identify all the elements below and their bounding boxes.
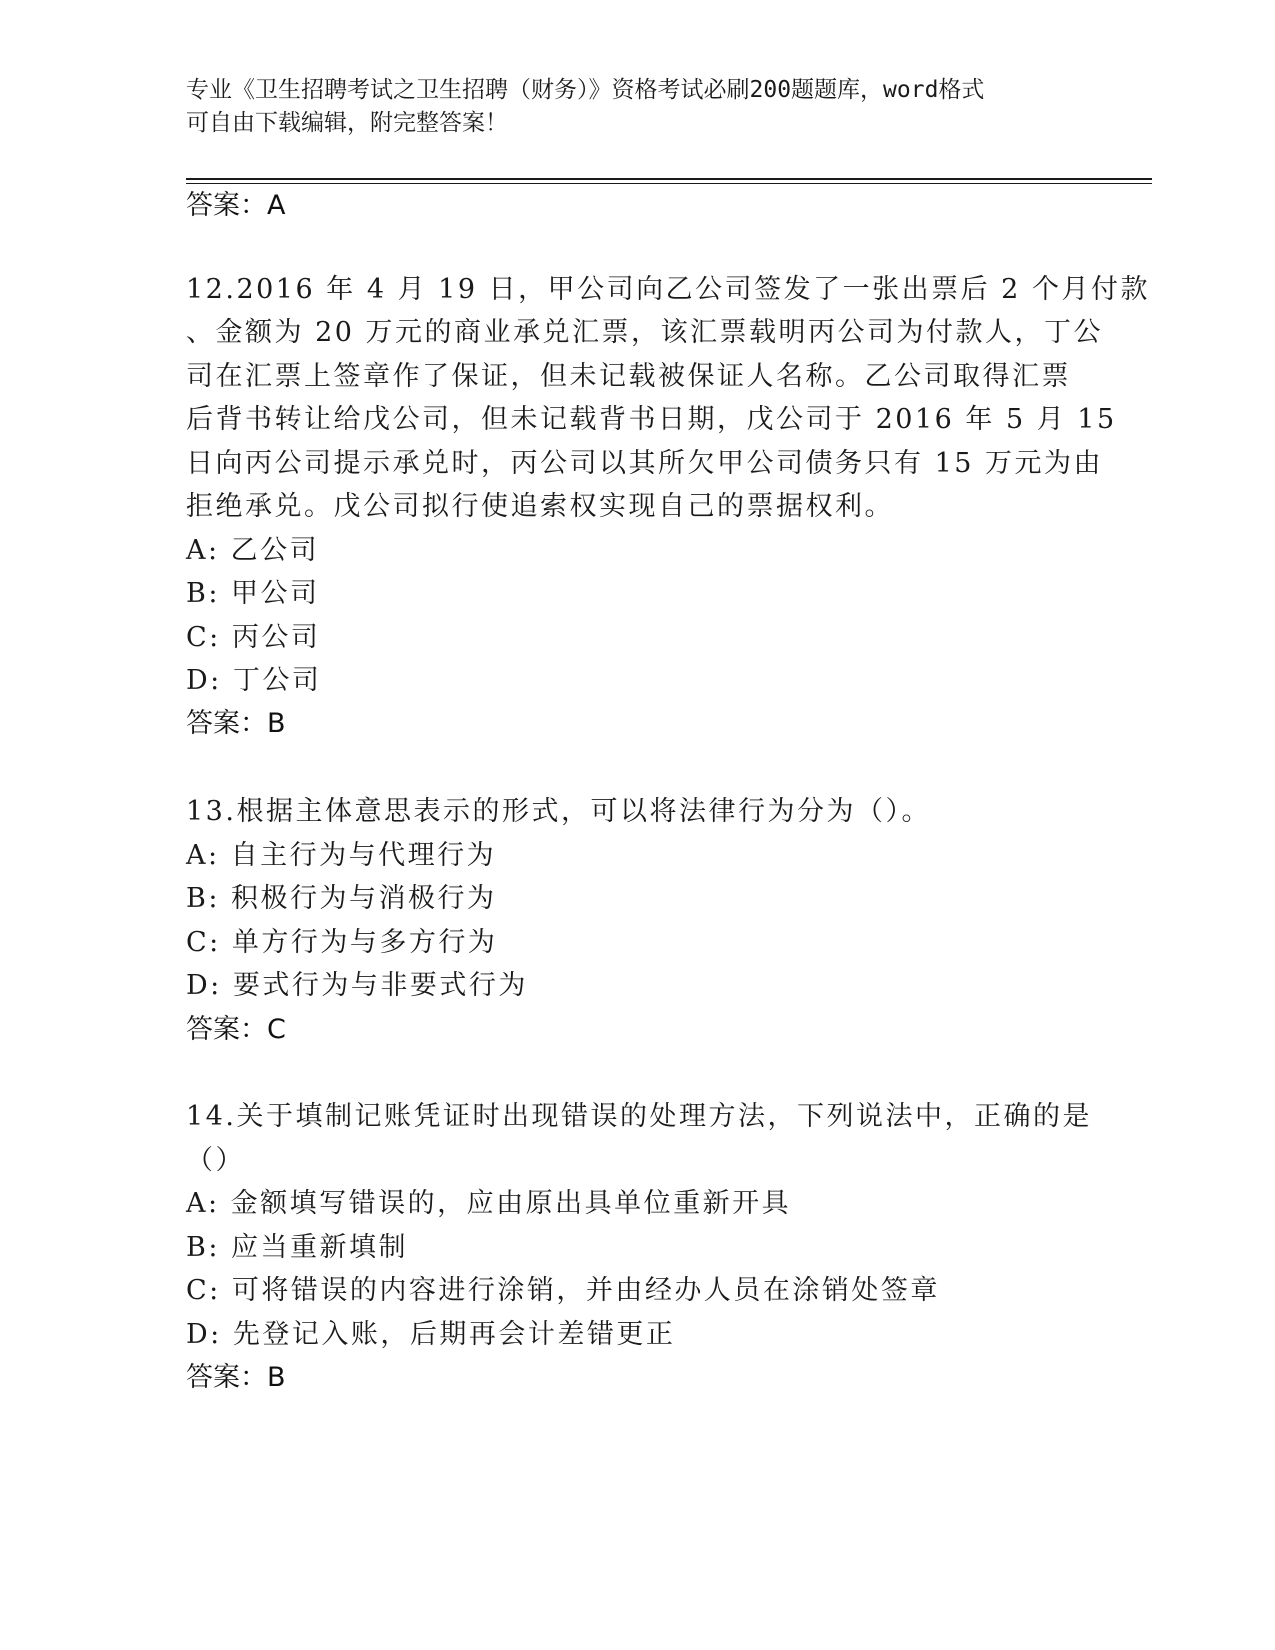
question-14-option-b: B: 应当重新填制 bbox=[186, 1232, 409, 1263]
question-14-text-line: （） bbox=[186, 1145, 245, 1176]
page-header bbox=[186, 74, 1086, 140]
question-14-text-line: 14.关于填制记账凭证时出现错误的处理方法，下列说法中，正确的是 bbox=[186, 1101, 1092, 1132]
question-14-option-c: C: 可将错误的内容进行涂销，并由经办人员在涂销处签章 bbox=[186, 1275, 940, 1306]
question-13-option-a: A: 自主行为与代理行为 bbox=[186, 840, 497, 871]
header-line-1: 专业《卫生招聘考试之卫生招聘（财务）》资格考试必刷200题题库，word格式 bbox=[186, 77, 985, 103]
question-14-option-a: A: 金额填写错误的，应由原出具单位重新开具 bbox=[186, 1188, 792, 1219]
question-12-text-line: 日向丙公司提示承兑时，丙公司以其所欠甲公司债务只有 15 万元为由 bbox=[186, 448, 1104, 479]
question-12-option-c: C: 丙公司 bbox=[186, 622, 321, 653]
question-12-text-line: 后背书转让给戊公司，但未记载背书日期，戊公司于 2016 年 5 月 15 bbox=[186, 404, 1117, 435]
question-13-option-d: D: 要式行为与非要式行为 bbox=[186, 970, 528, 1001]
question-12-text-line: 拒绝承兑。戊公司拟行使追索权实现自己的票据权利。 bbox=[186, 491, 894, 522]
question-14-answer: 答案：B bbox=[186, 1362, 286, 1393]
question-14-option-d: D: 先登记入账，后期再会计差错更正 bbox=[186, 1319, 676, 1350]
header-divider-thin bbox=[186, 183, 1152, 184]
question-12-option-d: D: 丁公司 bbox=[186, 665, 322, 696]
question-12-text-line: 12.2016 年 4 月 19 日，甲公司向乙公司签发了一张出票后 2 个月付款 bbox=[186, 274, 1150, 305]
question-13-option-c: C: 单方行为与多方行为 bbox=[186, 927, 498, 958]
question-12-answer: 答案：B bbox=[186, 708, 286, 739]
header-line-2: 可自由下载编辑，附完整答案！ bbox=[186, 110, 508, 136]
previous-answer: 答案：A bbox=[186, 190, 286, 221]
question-13-text-line: 13.根据主体意思表示的形式，可以将法律行为分为（）。 bbox=[186, 796, 931, 827]
question-13-answer: 答案：C bbox=[186, 1014, 286, 1045]
question-12-option-b: B: 甲公司 bbox=[186, 578, 320, 609]
header-divider-thick bbox=[186, 178, 1152, 180]
question-12-text-line: 司在汇票上签章作了保证，但未记载被保证人名称。乙公司取得汇票 bbox=[186, 361, 1071, 392]
question-12-text-line: 、金额为 20 万元的商业承兑汇票，该汇票载明丙公司为付款人，丁公 bbox=[186, 317, 1104, 348]
question-12-option-a: A: 乙公司 bbox=[186, 535, 320, 566]
question-13-option-b: B: 积极行为与消极行为 bbox=[186, 883, 497, 914]
